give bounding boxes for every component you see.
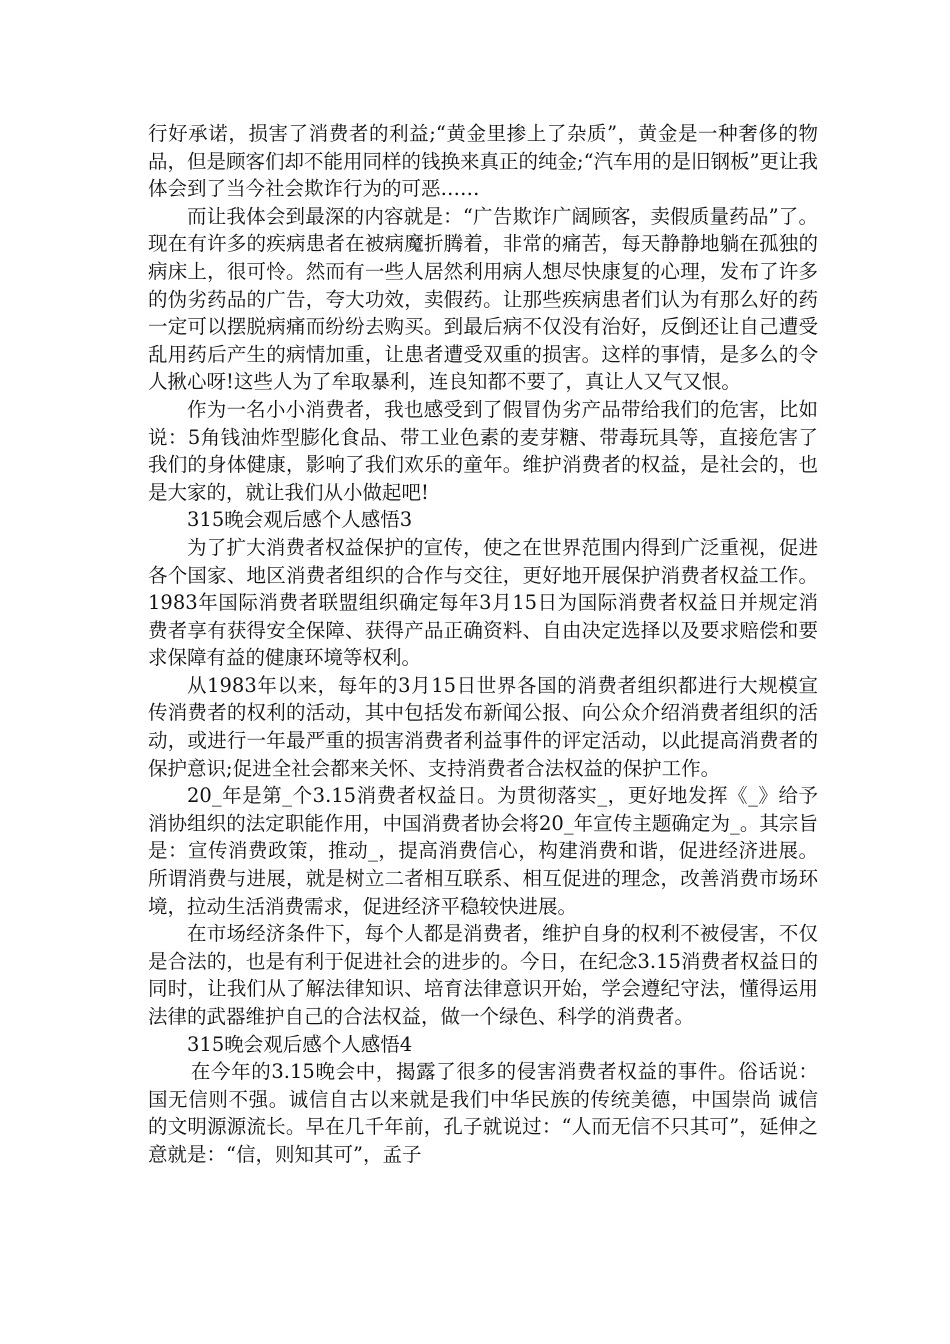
section-heading-3: 315晚会观后感个人感悟3 <box>187 508 413 532</box>
paragraph-small-consumer: 作为一名小小消费者，我也感受到了假冒伪劣产品带给我们的危害，比如说：5角钱油炸型膨化食品、带工业色素的麦芽糖、带毒玩具等，直接危害了我们的身体健康，影响了我们欢乐的童年。维护消费者的权益，是社会的，也是大家的，就让我们从小做起吧! <box>148 397 818 504</box>
paragraph-advertising-fraud: 而让我体会到最深的内容就是：“广告欺诈广阔顾客，卖假质量药品”了。现在有许多的疾病患者在被病魔折腾着，非常的痛苦，每天静静地躺在孤独的病床上，很可怜。然而有一些人居然利用病人想尽快康复的心理，发布了许多的伪劣药品的广告，夸大功效，卖假药。让那些疾病患者们认为有那么好的药一定可以摆脱病痛而纷纷去购买。到最后病不仅没有治好，反倒还让自己遭受乱用药后产生的病情加重，让患者遭受双重的损害。这样的事情，是多么的令人揪心呀!这些人为了牟取暴利，连良知都不要了，真让人又气又恨。 <box>148 204 818 394</box>
paragraph-continued: 行好承诺，损害了消费者的利益;“黄金里掺上了杂质”，黄金是一种奢侈的物品，但是顾客们却不能用同样的钱换来真正的纯金;“汽车用的是旧钢板”更让我体会到了当今社会欺诈行为的可恶…… <box>148 122 819 201</box>
document-body <box>148 120 818 1169</box>
paragraph-consumer-rights-day: 为了扩大消费者权益保护的宣传，使之在世界范围内得到广泛重视，促进各个国家、地区消费者组织的合作与交往，更好地开展保护消费者权益工作。1983年国际消费者联盟组织确定每年3月15日为国际消费者权益日并规定消费者享有获得安全保障、获得产品正确资料、自由决定选择以及要求赔偿和要求保障有益的健康环境等权利。 <box>148 535 818 670</box>
paragraph-theme: 20_年是第_个3.15消费者权益日。为贯彻落实_，更好地发挥《_》给予消协组织的法定职能作用，中国消费者协会将20_年宣传主题确定为_。其宗旨是：宣传消费政策，推动_，提高消费信心，构建消费和谐，促进经济进展。所谓消费与进展，就是树立二者相互联系、相互促进的理念，改善消费市场环境，拉动生活消费需求，促进经济平稳较快进展。 <box>148 784 818 918</box>
paragraph-since-1983: 从1983年以来，每年的3月15日世界各国的消费者组织都进行大规模宣传消费者的权利的活动，其中包括发布新闻公报、向公众介绍消费者组织的活动，或进行一年最严重的损害消费者利益事件的评定活动，以此提高消费者的保护意识;促进全社会都来关怀、支持消费者合法权益的保护工作。 <box>148 673 818 780</box>
section-heading-4: 315晚会观后感个人感悟4 <box>187 1032 413 1056</box>
paragraph-market-economy: 在市场经济条件下，每个人都是消费者，维护自身的权利不被侵害，不仅是合法的，也是有利于促进社会的进步的。今日，在纪念3.15消费者权益日的同时，让我们从了解法律知识、培育法律意识开始，学会遵纪守法，懂得运用法律的武器维护自己的合法权益，做一个绿色、科学的消费者。 <box>148 922 818 1028</box>
paragraph-integrity: 在今年的3.15晚会中，揭露了很多的侵害消费者权益的事件。俗话说：国无信则不强。诚信自古以来就是我们中华民族的传统美德，中国崇尚 诚信 的文明源源流长。早在几千年前，孔子就说过：“人而无信不只其可”，延伸之意就是：“信，则知其可”，孟子 <box>148 1060 818 1166</box>
